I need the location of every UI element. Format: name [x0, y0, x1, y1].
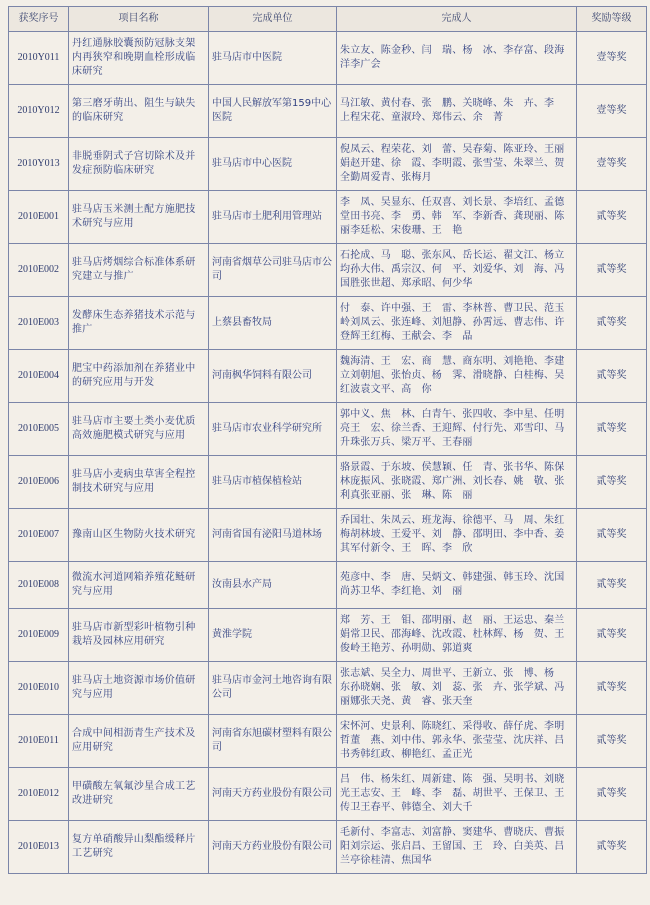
project-name: 发酵床生态养猪技术示范与推广 — [69, 297, 209, 350]
project-name: 复方单硝酸异山梨酯缓释片工艺研究 — [69, 821, 209, 874]
award-code: 2010E010 — [9, 662, 69, 715]
completion-unit: 河南天方药业股份有限公司 — [209, 768, 337, 821]
project-name: 驻马店烤烟综合标准体系研究建立与推广 — [69, 244, 209, 297]
award-code: 2010E001 — [9, 191, 69, 244]
table-row — [9, 297, 647, 350]
project-name: 第三磨牙萌出、阻生与缺失的临床研究 — [69, 85, 209, 138]
award-level: 贰等奖 — [577, 350, 647, 403]
completion-unit: 汝南县水产局 — [209, 562, 337, 609]
table-row — [9, 662, 647, 715]
project-name: 甲磺酸左氧氟沙星合成工艺改进研究 — [69, 768, 209, 821]
award-code: 2010E005 — [9, 403, 69, 456]
completion-unit: 驻马店市金河土地咨询有限公司 — [209, 662, 337, 715]
table-row — [9, 350, 647, 403]
award-code: 2010Y011 — [9, 32, 69, 85]
completion-people: 骆景霞、于东坡、侯慧颖、任 青、张书华、陈保林庞振风、张晓霞、郑广洲、刘长春、姚 敬、张利真张亚丽、张 琳、陈 丽 — [337, 456, 577, 509]
completion-people: 苑彦中、李 唐、吴炳文、韩建强、韩玉玲、沈国尚苏卫华、李红艳、刘 丽 — [337, 562, 577, 609]
completion-unit: 中国人民解放军第159中心医院 — [209, 85, 337, 138]
completion-unit: 黄淮学院 — [209, 609, 337, 662]
header-people: 完成人 — [337, 7, 577, 32]
completion-people: 石抡成、马 聪、张东风、岳长运、翟文江、杨立均孙大伟、禹宗汉、何 平、刘爱华、刘 海、冯国胜张世超、郑承昭、何少华 — [337, 244, 577, 297]
table-row — [9, 821, 647, 874]
award-level: 贰等奖 — [577, 297, 647, 350]
completion-unit: 河南省国有泌阳马道林场 — [209, 509, 337, 562]
table-row — [9, 138, 647, 191]
completion-unit: 驻马店市中心医院 — [209, 138, 337, 191]
completion-unit: 驻马店市中医院 — [209, 32, 337, 85]
award-code: 2010E011 — [9, 715, 69, 768]
completion-people: 朱立友、陈金秒、闫 瑞、杨 冰、李存富、段海洋李广会 — [337, 32, 577, 85]
award-level: 贰等奖 — [577, 509, 647, 562]
award-code: 2010E007 — [9, 509, 69, 562]
completion-unit: 驻马店市农业科学研究所 — [209, 403, 337, 456]
award-level: 贰等奖 — [577, 821, 647, 874]
project-name: 驻马店小麦病虫草害全程控制技术研究与应用 — [69, 456, 209, 509]
completion-people: 李 凤、吴显东、任双喜、刘长景、李培红、孟德堂田书亮、李 勇、韩 军、李新香、龚现丽、陈 丽李廷松、宋俊珊、王 艳 — [337, 191, 577, 244]
project-name: 豫南山区生物防火技术研究 — [69, 509, 209, 562]
award-level: 壹等奖 — [577, 32, 647, 85]
table-row — [9, 562, 647, 609]
table-row — [9, 403, 647, 456]
project-name: 肥宝中药添加剂在养猪业中的研究应用与开发 — [69, 350, 209, 403]
project-name: 非脱垂阴式子宫切除术及并发症预防临床研究 — [69, 138, 209, 191]
project-name: 驻马店市主要土类小麦优质高效施肥模式研究与应用 — [69, 403, 209, 456]
award-code: 2010E002 — [9, 244, 69, 297]
project-name: 微流水河道网箱养殖花鲢研究与应用 — [69, 562, 209, 609]
award-level: 贰等奖 — [577, 191, 647, 244]
completion-people: 乔国壮、朱凤云、班龙海、徐德平、马 周、朱红梅胡林坡、王爱平、刘 静、邵明田、李中香、姜其军付新令、王 晖、李 欣 — [337, 509, 577, 562]
award-level: 贰等奖 — [577, 662, 647, 715]
header-unit: 完成单位 — [209, 7, 337, 32]
table-row — [9, 456, 647, 509]
award-level: 贰等奖 — [577, 562, 647, 609]
project-name: 驻马店土地资源市场价值研究与应用 — [69, 662, 209, 715]
completion-unit: 河南省烟草公司驻马店市公司 — [209, 244, 337, 297]
completion-people: 倪凤云、程荣花、刘 蕾、吴春菊、陈亚玲、王丽娟赵开建、徐 霞、李明霞、张雪莹、朱翠兰、贺全勤周爱青、张梅月 — [337, 138, 577, 191]
table-row — [9, 768, 647, 821]
header-level: 奖励等级 — [577, 7, 647, 32]
project-name: 丹红通脉胶囊预防冠脉支架内再狭窄和晚期血栓形成临床研究 — [69, 32, 209, 85]
award-level: 壹等奖 — [577, 85, 647, 138]
completion-people: 魏海清、王 宏、商 慧、商东明、刘艳艳、李建立刘朝旭、张怡贞、杨 霁、滑晓静、白桂梅、吴红波袁文平、高 你 — [337, 350, 577, 403]
completion-people: 吕 伟、杨朱红、周新建、陈 强、吴明书、刘晓光王志安、王 峰、李 磊、胡世平、王保卫、王传卫王春平、韩德全、刘大千 — [337, 768, 577, 821]
completion-people: 马江敏、黄付春、张 鹏、关晓峰、朱 卉、李 上程宋花、童淑玲、郑伟云、余 菁 — [337, 85, 577, 138]
award-code: 2010E003 — [9, 297, 69, 350]
award-level: 贰等奖 — [577, 715, 647, 768]
completion-unit: 河南枫华饲料有限公司 — [209, 350, 337, 403]
completion-people: 郑 芳、王 钼、邵明丽、赵 丽、王运忠、秦兰娟常卫民、邵海峰、沈改霞、杜林辉、杨 贺、王俊岭王艳芳、孙明勋、郭道爽 — [337, 609, 577, 662]
completion-people: 毛新付、李富志、刘富静、窦建华、曹晓庆、曹振阳刘宗运、张启昌、王留国、王 玲、白美英、吕兰亭徐桂清、焦国华 — [337, 821, 577, 874]
award-code: 2010Y013 — [9, 138, 69, 191]
award-code: 2010E009 — [9, 609, 69, 662]
table-row — [9, 85, 647, 138]
table-row — [9, 191, 647, 244]
table-row — [9, 244, 647, 297]
award-code: 2010E013 — [9, 821, 69, 874]
completion-unit: 驻马店市土肥利用管理站 — [209, 191, 337, 244]
header-row — [9, 7, 647, 32]
awards-table — [8, 6, 647, 874]
completion-people: 张志斌、吴全力、周世平、王新立、张 博、杨 东孙晓娴、张 敏、刘 蕊、张 卉、张学斌、冯丽娜张天尧、黄 睿、张天奎 — [337, 662, 577, 715]
award-code: 2010E008 — [9, 562, 69, 609]
award-level: 壹等奖 — [577, 138, 647, 191]
award-code: 2010E006 — [9, 456, 69, 509]
completion-people: 宋怀河、史景利、陈晓红、采得收、薛仔虎、李明哲董 燕、刘中伟、郭永华、张莹莹、沈庆祥、吕书秀韩红政、柳艳红、孟正光 — [337, 715, 577, 768]
table-row — [9, 32, 647, 85]
award-code: 2010E004 — [9, 350, 69, 403]
table-row — [9, 609, 647, 662]
project-name: 驻马店玉米测土配方施肥技术研究与应用 — [69, 191, 209, 244]
award-level: 贰等奖 — [577, 403, 647, 456]
award-level: 贰等奖 — [577, 768, 647, 821]
project-name: 合成中间相沥青生产技术及应用研究 — [69, 715, 209, 768]
award-code: 2010Y012 — [9, 85, 69, 138]
award-level: 贰等奖 — [577, 244, 647, 297]
completion-unit: 驻马店市植保植检站 — [209, 456, 337, 509]
completion-unit: 河南省东旭碳材塑料有限公司 — [209, 715, 337, 768]
completion-people: 郭中义、焦 林、白青午、张四收、李中星、任明亮王 宏、徐兰香、王迎辉、付行先、邓雪印、马升珠张万兵、梁万平、王春丽 — [337, 403, 577, 456]
award-code: 2010E012 — [9, 768, 69, 821]
award-level: 贰等奖 — [577, 456, 647, 509]
table-row — [9, 509, 647, 562]
completion-unit: 上蔡县畜牧局 — [209, 297, 337, 350]
completion-unit: 河南天方药业股份有限公司 — [209, 821, 337, 874]
header-award-code: 获奖序号 — [9, 7, 69, 32]
completion-people: 付 泰、许中强、王 雷、李林普、曹卫民、范玉岭刘凤云、张连峰、刘旭静、孙霄远、曹志伟、许登辉王红梅、王献会、李 晶 — [337, 297, 577, 350]
project-name: 驻马店市新型彩叶植物引种栽培及园林应用研究 — [69, 609, 209, 662]
table-row — [9, 715, 647, 768]
header-project-name: 项目名称 — [69, 7, 209, 32]
award-level: 贰等奖 — [577, 609, 647, 662]
